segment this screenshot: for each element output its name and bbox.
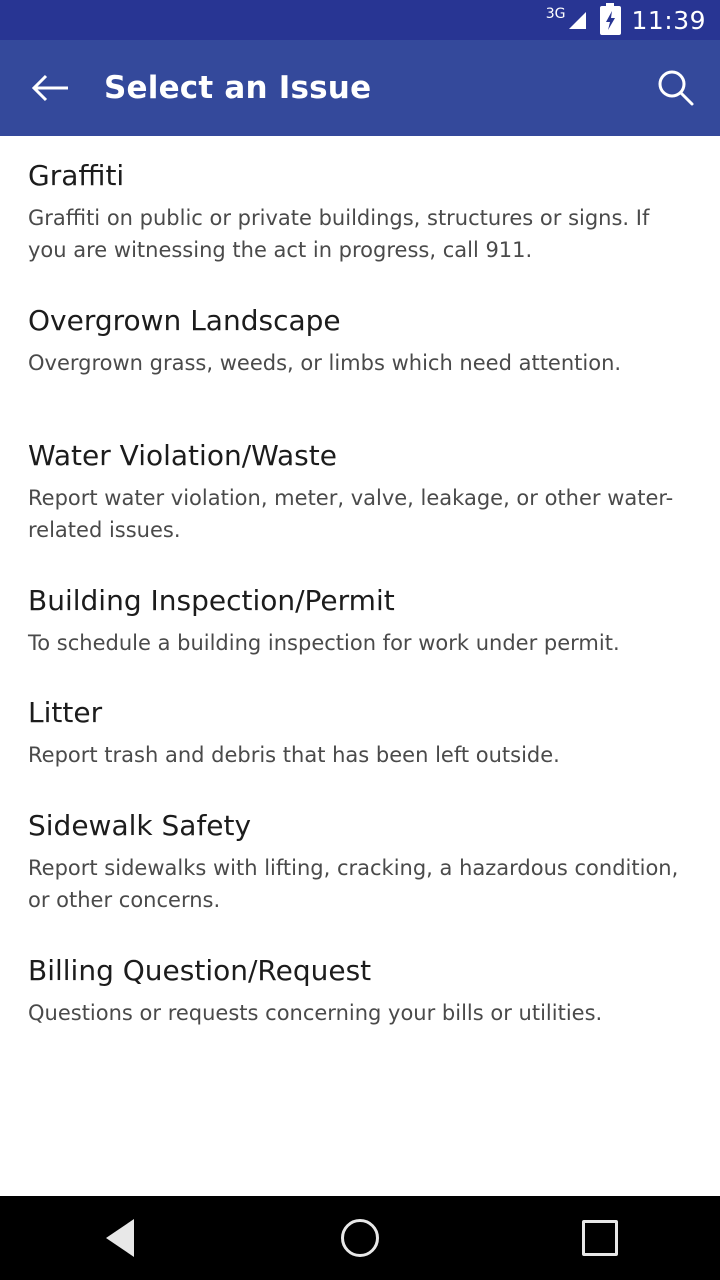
list-item[interactable] <box>0 158 720 267</box>
status-clock: 11:39 <box>631 5 706 35</box>
list-item[interactable] <box>0 808 720 917</box>
issue-title: Graffiti <box>28 159 125 192</box>
list-item[interactable] <box>0 438 720 547</box>
search-icon[interactable] <box>654 66 698 110</box>
issue-title: Water Violation/Waste <box>28 438 337 472</box>
issue-description: To schedule a building inspection for work under permit. <box>28 630 620 655</box>
status-bar <box>0 0 720 40</box>
page-title: Select an Issue <box>104 70 372 106</box>
list-item[interactable] <box>0 953 720 1030</box>
issue-description: Overgrown grass, weeds, or limbs which need attention. <box>28 350 622 375</box>
nav-back-icon[interactable] <box>60 1196 180 1280</box>
issue-title: Litter <box>28 696 103 730</box>
nav-recents-icon[interactable] <box>540 1196 660 1280</box>
list-item[interactable] <box>0 695 720 772</box>
status-bar-right <box>546 6 706 35</box>
issue-description: Report trash and debris that has been left outside. <box>28 743 560 768</box>
issue-title: Building Inspection/Permit <box>28 583 395 617</box>
network-type-label: 3G <box>545 6 566 22</box>
issue-description: Report water violation, meter, valve, leakage, or other water-related issues. <box>28 485 674 542</box>
system-nav-bar <box>0 1196 720 1280</box>
issue-description: Report sidewalks with lifting, cracking, a hazardous condition, or other concerns. <box>28 856 679 913</box>
issue-title: Sidewalk Safety <box>28 809 252 843</box>
app-bar <box>0 40 720 136</box>
issue-description: Questions or requests concerning your bills or utilities. <box>28 1001 603 1026</box>
issue-description: Graffiti on public or private buildings, structures or signs. If you are witnessing the act in progress, call 911. <box>28 206 650 262</box>
issue-list[interactable] <box>0 136 720 1136</box>
back-arrow-icon[interactable] <box>28 65 74 111</box>
signal-bars-icon <box>569 12 586 29</box>
nav-home-icon[interactable] <box>300 1196 420 1280</box>
list-item[interactable] <box>0 583 720 660</box>
battery-charging-icon <box>600 6 621 35</box>
issue-title: Overgrown Landscape <box>28 303 341 337</box>
list-item[interactable] <box>0 303 720 380</box>
issue-title: Billing Question/Request <box>28 954 372 988</box>
